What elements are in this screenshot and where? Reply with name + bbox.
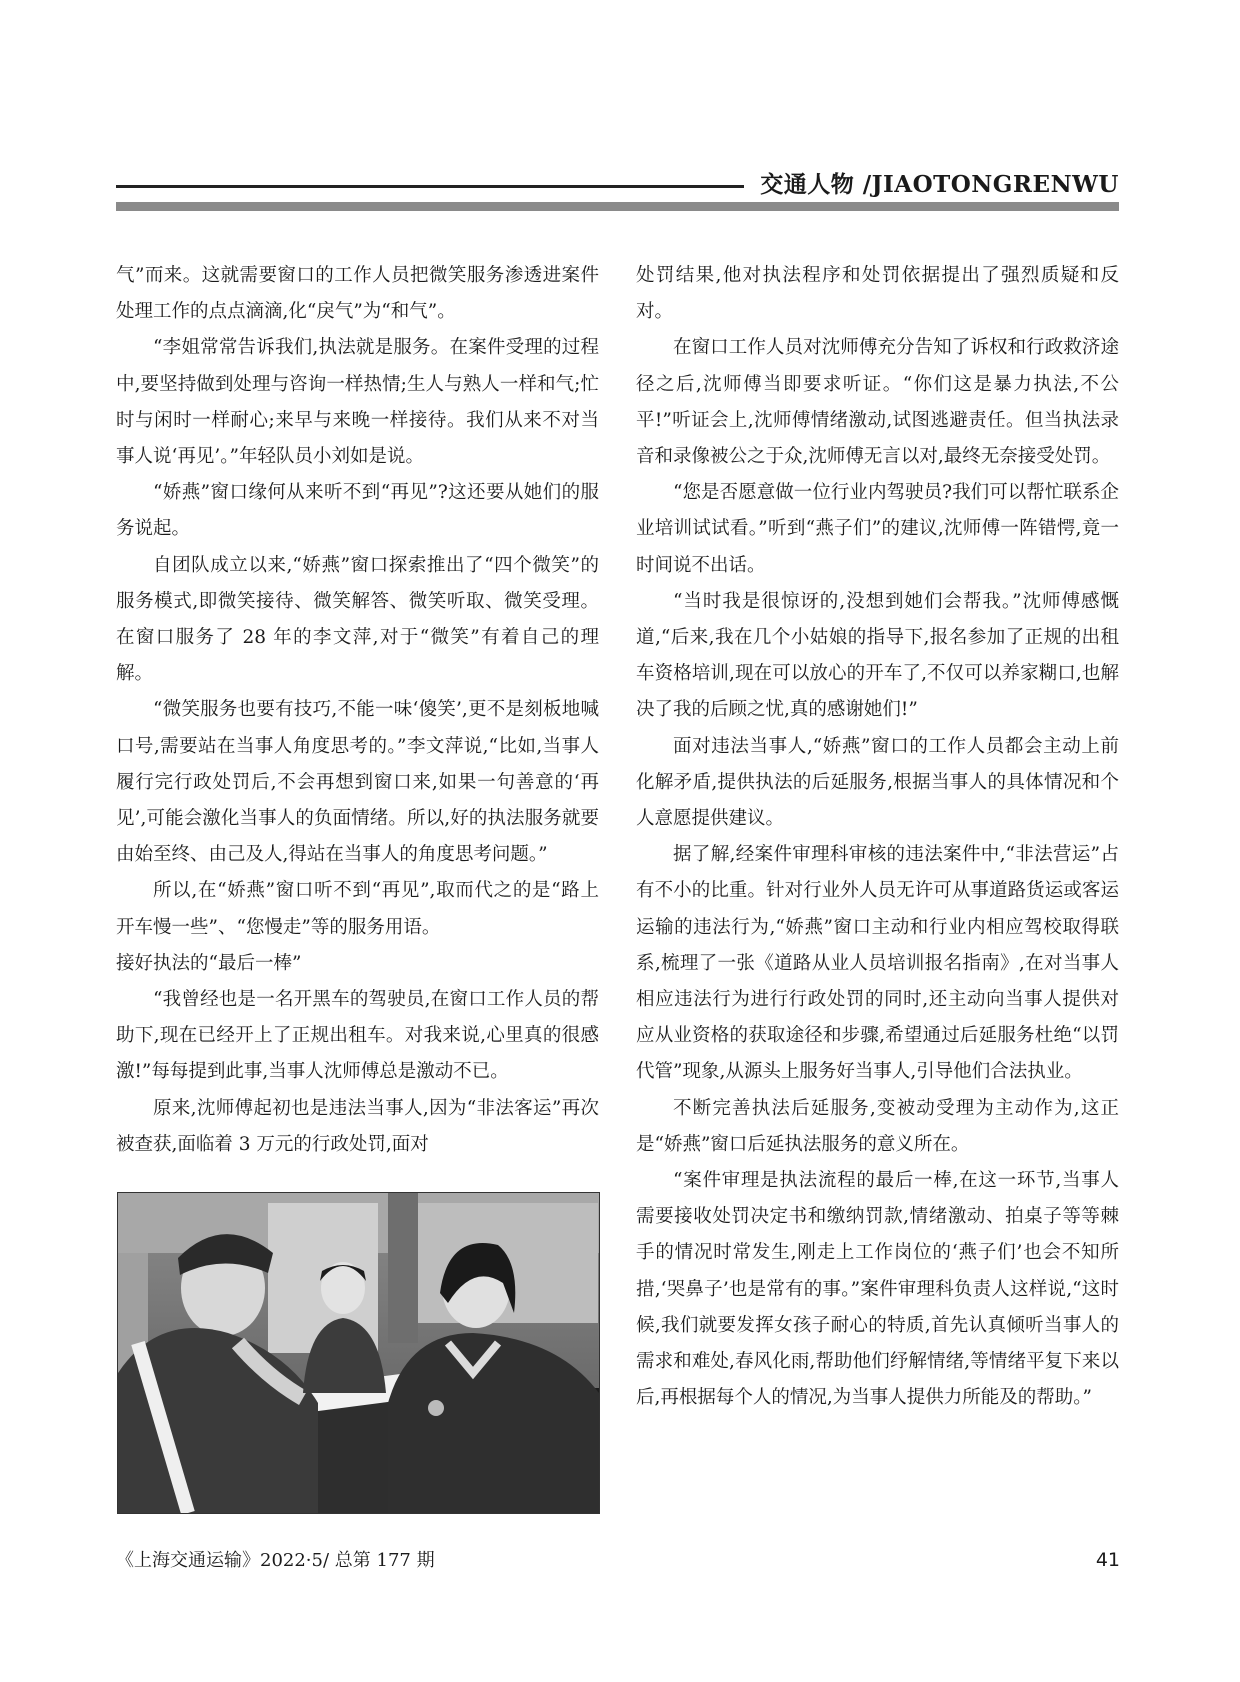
subheading: 接好执法的“最后一棒” <box>116 952 302 974</box>
paragraph: “案件审理是执法流程的最后一棒,在这一环节,当事人需要接收处罚决定书和缴纳罚款,情绪激动、拍桌子等等棘手的情况时常发生,刚走上工作岗位的‘燕子们’也会不知所措,‘哭鼻子’也是常有的事。”案件审理科负责人这样说,“这时候,我们就要发挥女孩子耐心的特质,首先认真倾听当事人的需求和难处,春风化雨,帮助他们纾解情绪,等情绪平复下来以后,再根据每个人的情况,为当事人提供力所能及的帮助。” <box>636 1170 1119 1409</box>
left-column <box>116 258 599 1163</box>
article-photo <box>117 1192 600 1514</box>
section-header <box>116 166 1119 216</box>
paragraph: 气”而来。这就需要窗口的工作人员把微笑服务渗透进案件处理工作的点点滴滴,化“戾气”为“和气”。 <box>116 265 599 323</box>
section-title: 交通人物 /JIAOTONGRENWU <box>760 171 1119 198</box>
paragraph: 据了解,经案件审理科审核的违法案件中,“非法营运”占有不小的比重。针对行业外人员无许可从事道路货运或客运运输的违法行为,“娇燕”窗口主动和行业内相应驾校取得联系,梳理了一张《道路从业人员培训报名指南》,在对当事人相应违法行为进行行政处罚的同时,还主动向当事人提供对应从业资格的获取途径和步骤,希望通过后延服务杜绝“以罚代管”现象,从源头上服务好当事人,引导他们合法执业。 <box>636 844 1119 1083</box>
paragraph: “当时我是很惊讶的,没想到她们会帮我。”沈师傅感慨道,“后来,我在几个小姑娘的指导下,报名参加了正规的出租车资格培训,现在可以放心的开车了,不仅可以养家糊口,也解决了我的后顾之忧,真的感谢她们!” <box>636 590 1119 721</box>
paragraph: 所以,在“娇燕”窗口听不到“再见”,取而代之的是“路上开车慢一些”、“您慢走”等的服务用语。 <box>116 880 599 938</box>
paragraph: 原来,沈师傅起初也是违法当事人,因为“非法客运”再次被查获,面临着 3 万元的行政处罚,面对 <box>116 1097 599 1155</box>
header-bar <box>116 202 1119 211</box>
paragraph: 不断完善执法后延服务,变被动受理为主动作为,这正是“娇燕”窗口后延执法服务的意义所在。 <box>636 1097 1119 1155</box>
paragraph: 面对违法当事人,“娇燕”窗口的工作人员都会主动上前化解矛盾,提供执法的后延服务,根据当事人的具体情况和个人意愿提供建议。 <box>636 735 1119 830</box>
photo-illustration <box>118 1193 599 1513</box>
paragraph: 在窗口工作人员对沈师傅充分告知了诉权和行政救济途径之后,沈师傅当即要求听证。“你们这是暴力执法,不公平!”听证会上,沈师傅情绪激动,试图逃避责任。但当执法录音和录像被公之于众,沈师傅无言以对,最终无奈接受处罚。 <box>636 337 1119 468</box>
publication-info: 《上海交通运输》2022·5/ 总第 177 期 <box>116 1550 435 1571</box>
right-column <box>636 258 1119 1417</box>
paragraph: 处罚结果,他对执法程序和处罚依据提出了强烈质疑和反对。 <box>636 265 1119 323</box>
page-number: 41 <box>1095 1549 1120 1571</box>
paragraph: “微笑服务也要有技巧,不能一味‘傻笑’,更不是刻板地喊口号,需要站在当事人角度思考的。”李文萍说,“比如,当事人履行完行政处罚后,不会再想到窗口来,如果一句善意的‘再见’,可能会激化当事人的负面情绪。所以,好的执法服务就要由始至终、由己及人,得站在当事人的角度思考问题。” <box>116 699 599 866</box>
header-rule <box>116 185 744 188</box>
paragraph: 自团队成立以来,“娇燕”窗口探索推出了“四个微笑”的服务模式,即微笑接待、微笑解答、微笑听取、微笑受理。在窗口服务了 28 年的李文萍,对于“微笑”有着自己的理解。 <box>116 554 599 685</box>
paragraph: “您是否愿意做一位行业内驾驶员?我们可以帮忙联系企业培训试试看。”听到“燕子们”的建议,沈师傅一阵错愕,竟一时间说不出话。 <box>636 482 1119 576</box>
paragraph: “我曾经也是一名开黑车的驾驶员,在窗口工作人员的帮助下,现在已经开上了正规出租车。对我来说,心里真的很感激!”每每提到此事,当事人沈师傅总是激动不已。 <box>116 989 599 1083</box>
paragraph: “李姐常常告诉我们,执法就是服务。在案件受理的过程中,要坚持做到处理与咨询一样热情;生人与熟人一样和气;忙时与闲时一样耐心;来早与来晚一样接待。我们从来不对当事人说‘再见’。”年轻队员小刘如是说。 <box>116 337 599 468</box>
paragraph: “娇燕”窗口缘何从来听不到“再见”?这还要从她们的服务说起。 <box>116 482 599 540</box>
